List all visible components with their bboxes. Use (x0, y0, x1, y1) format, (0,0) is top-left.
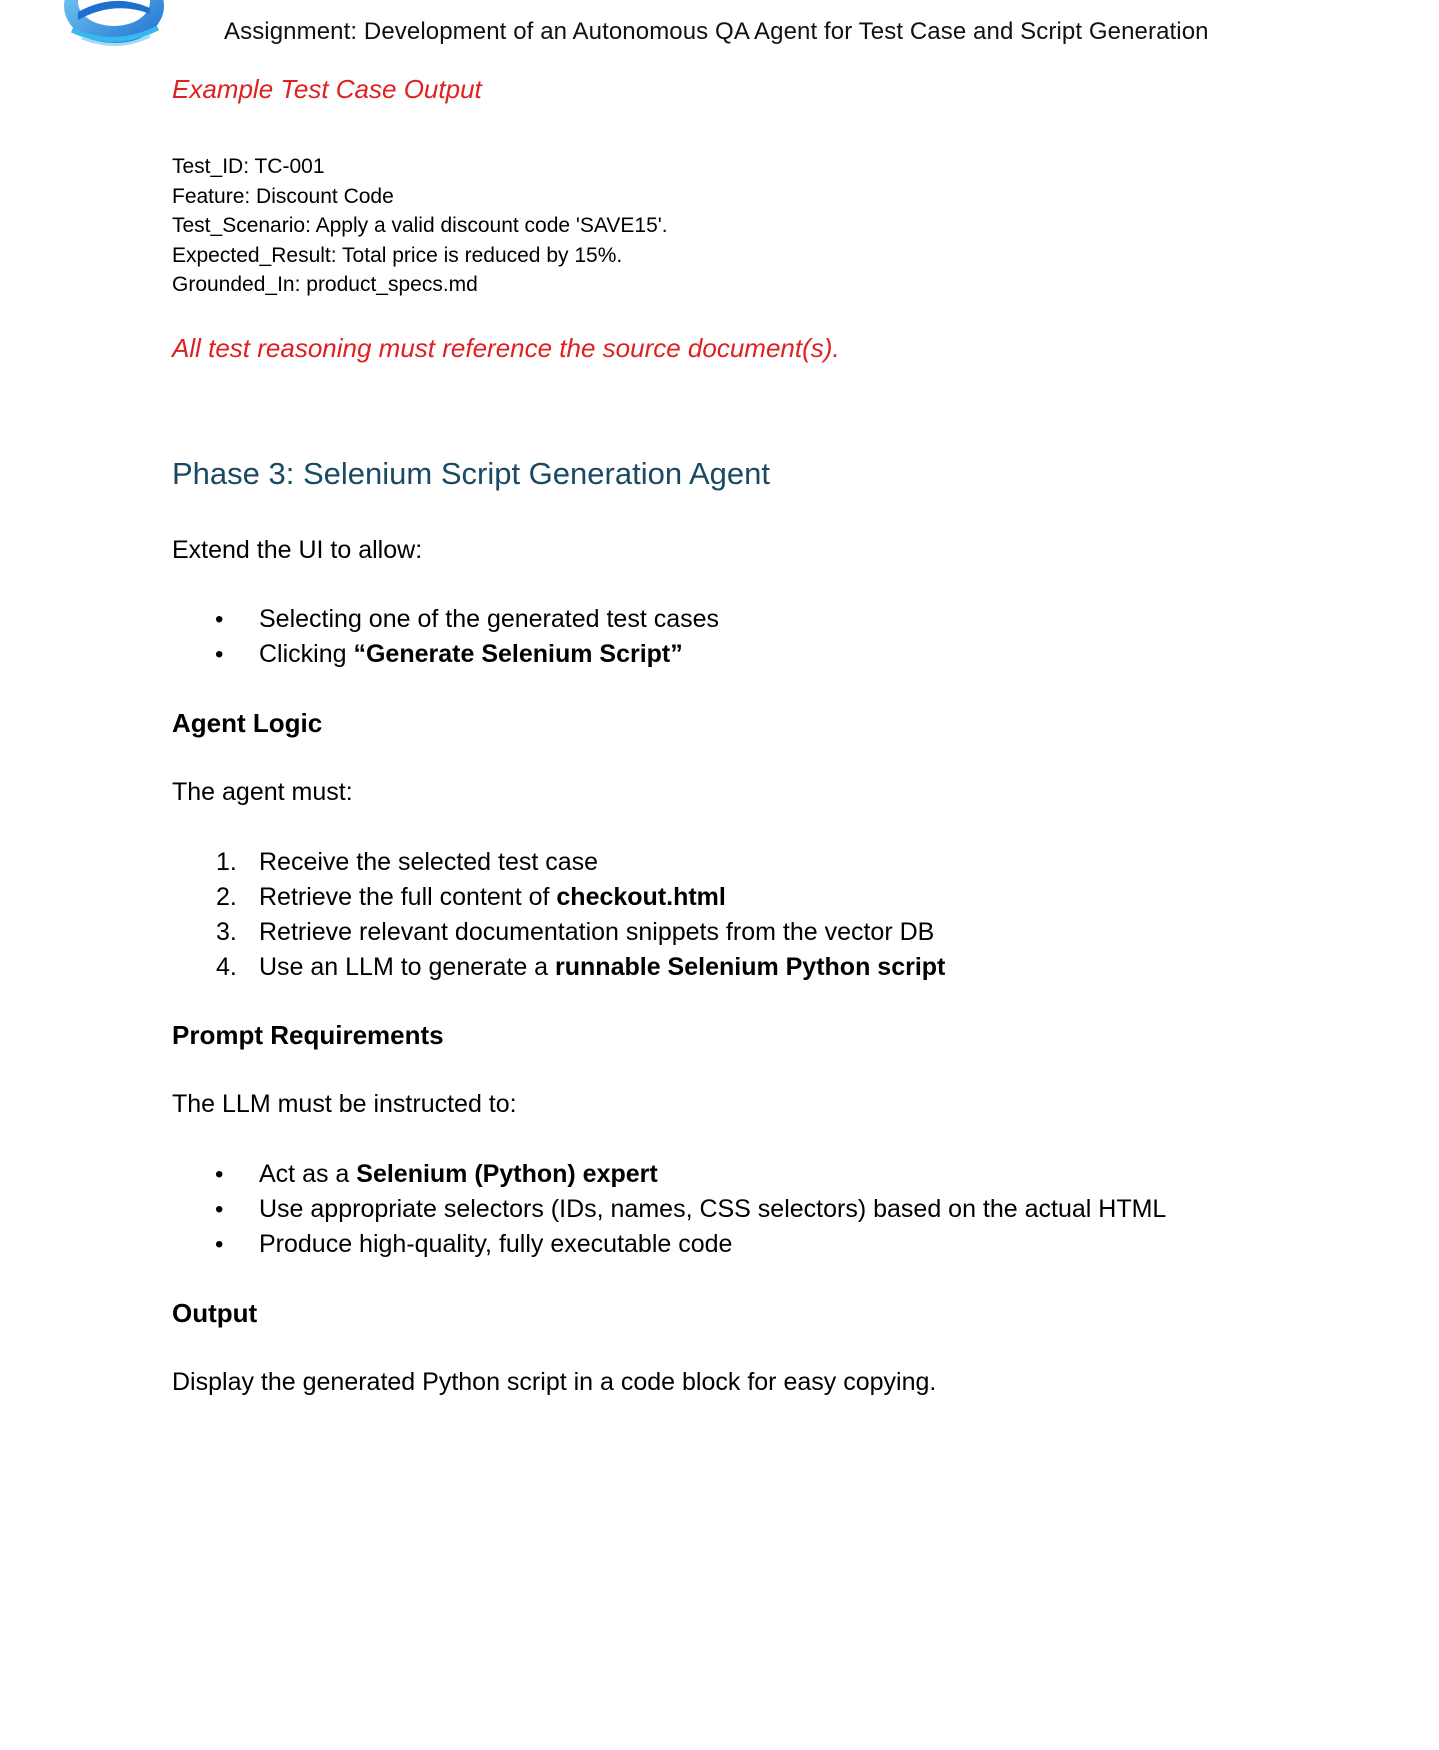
list-item (172, 1192, 1166, 1227)
list-item-bold: runnable Selenium Python script (555, 953, 946, 981)
test-case-line: Expected_Result: Total price is reduced by 15%. (172, 243, 623, 267)
step-number: 3. (216, 918, 237, 946)
list-item (172, 950, 945, 985)
list-item (172, 637, 719, 672)
prompt-requirements-list (172, 1157, 1166, 1262)
list-item-text: Produce high-quality, fully executable code (259, 1230, 733, 1258)
list-item-text: Retrieve relevant documentation snippets from the vector DB (259, 918, 935, 946)
list-item (172, 915, 945, 950)
company-logo-icon (58, 0, 170, 48)
list-item-text: Act as a (259, 1160, 357, 1188)
prompt-requirements-intro: The LLM must be instructed to: (172, 1090, 517, 1118)
phase-3-intro: Extend the UI to allow: (172, 536, 423, 564)
list-item-text: Selecting one of the generated test cases (259, 605, 720, 633)
step-number: 4. (216, 953, 237, 981)
test-case-line: Grounded_In: product_specs.md (172, 273, 478, 296)
step-number: 1. (216, 848, 237, 876)
phase-3-heading: Phase 3: Selenium Script Generation Agent (172, 456, 770, 491)
ui-requirements-list (172, 602, 719, 672)
list-item (172, 602, 719, 637)
list-item (172, 1157, 1166, 1192)
agent-logic-heading: Agent Logic (172, 708, 323, 738)
prompt-requirements-heading: Prompt Requirements (172, 1020, 444, 1050)
list-item-bold: “Generate Selenium Script” (353, 640, 683, 668)
test-case-line: Test_ID: TC-001 (172, 155, 325, 178)
list-item-text: Clicking (259, 640, 354, 668)
reasoning-note: All test reasoning must reference the source document(s). (172, 333, 840, 363)
list-item (172, 845, 945, 880)
list-item (172, 880, 945, 915)
list-item-text: Use an LLM to generate a (259, 953, 556, 981)
step-number: 2. (216, 883, 237, 911)
document-header-title: Assignment: Development of an Autonomous QA Agent for Test Case and Script Generation (224, 18, 1209, 45)
output-text: Display the generated Python script in a code block for easy copying. (172, 1368, 937, 1396)
list-item (172, 1227, 1166, 1262)
test-case-line: Feature: Discount Code (172, 184, 394, 208)
agent-logic-intro: The agent must: (172, 778, 353, 806)
list-item-text: Receive the selected test case (259, 848, 599, 876)
output-heading: Output (172, 1298, 258, 1328)
list-item-bold: Selenium (Python) expert (356, 1160, 658, 1188)
test-case-line: Test_Scenario: Apply a valid discount code 'SAVE15'. (172, 214, 668, 237)
list-item-text: Retrieve the full content of (259, 883, 557, 911)
list-item-text: Use appropriate selectors (IDs, names, CSS selectors) based on the actual HTML (259, 1195, 1167, 1223)
example-section-title: Example Test Case Output (172, 74, 482, 104)
agent-steps-list (172, 845, 945, 985)
example-test-case (172, 152, 668, 300)
list-item-bold: checkout.html (556, 883, 726, 911)
